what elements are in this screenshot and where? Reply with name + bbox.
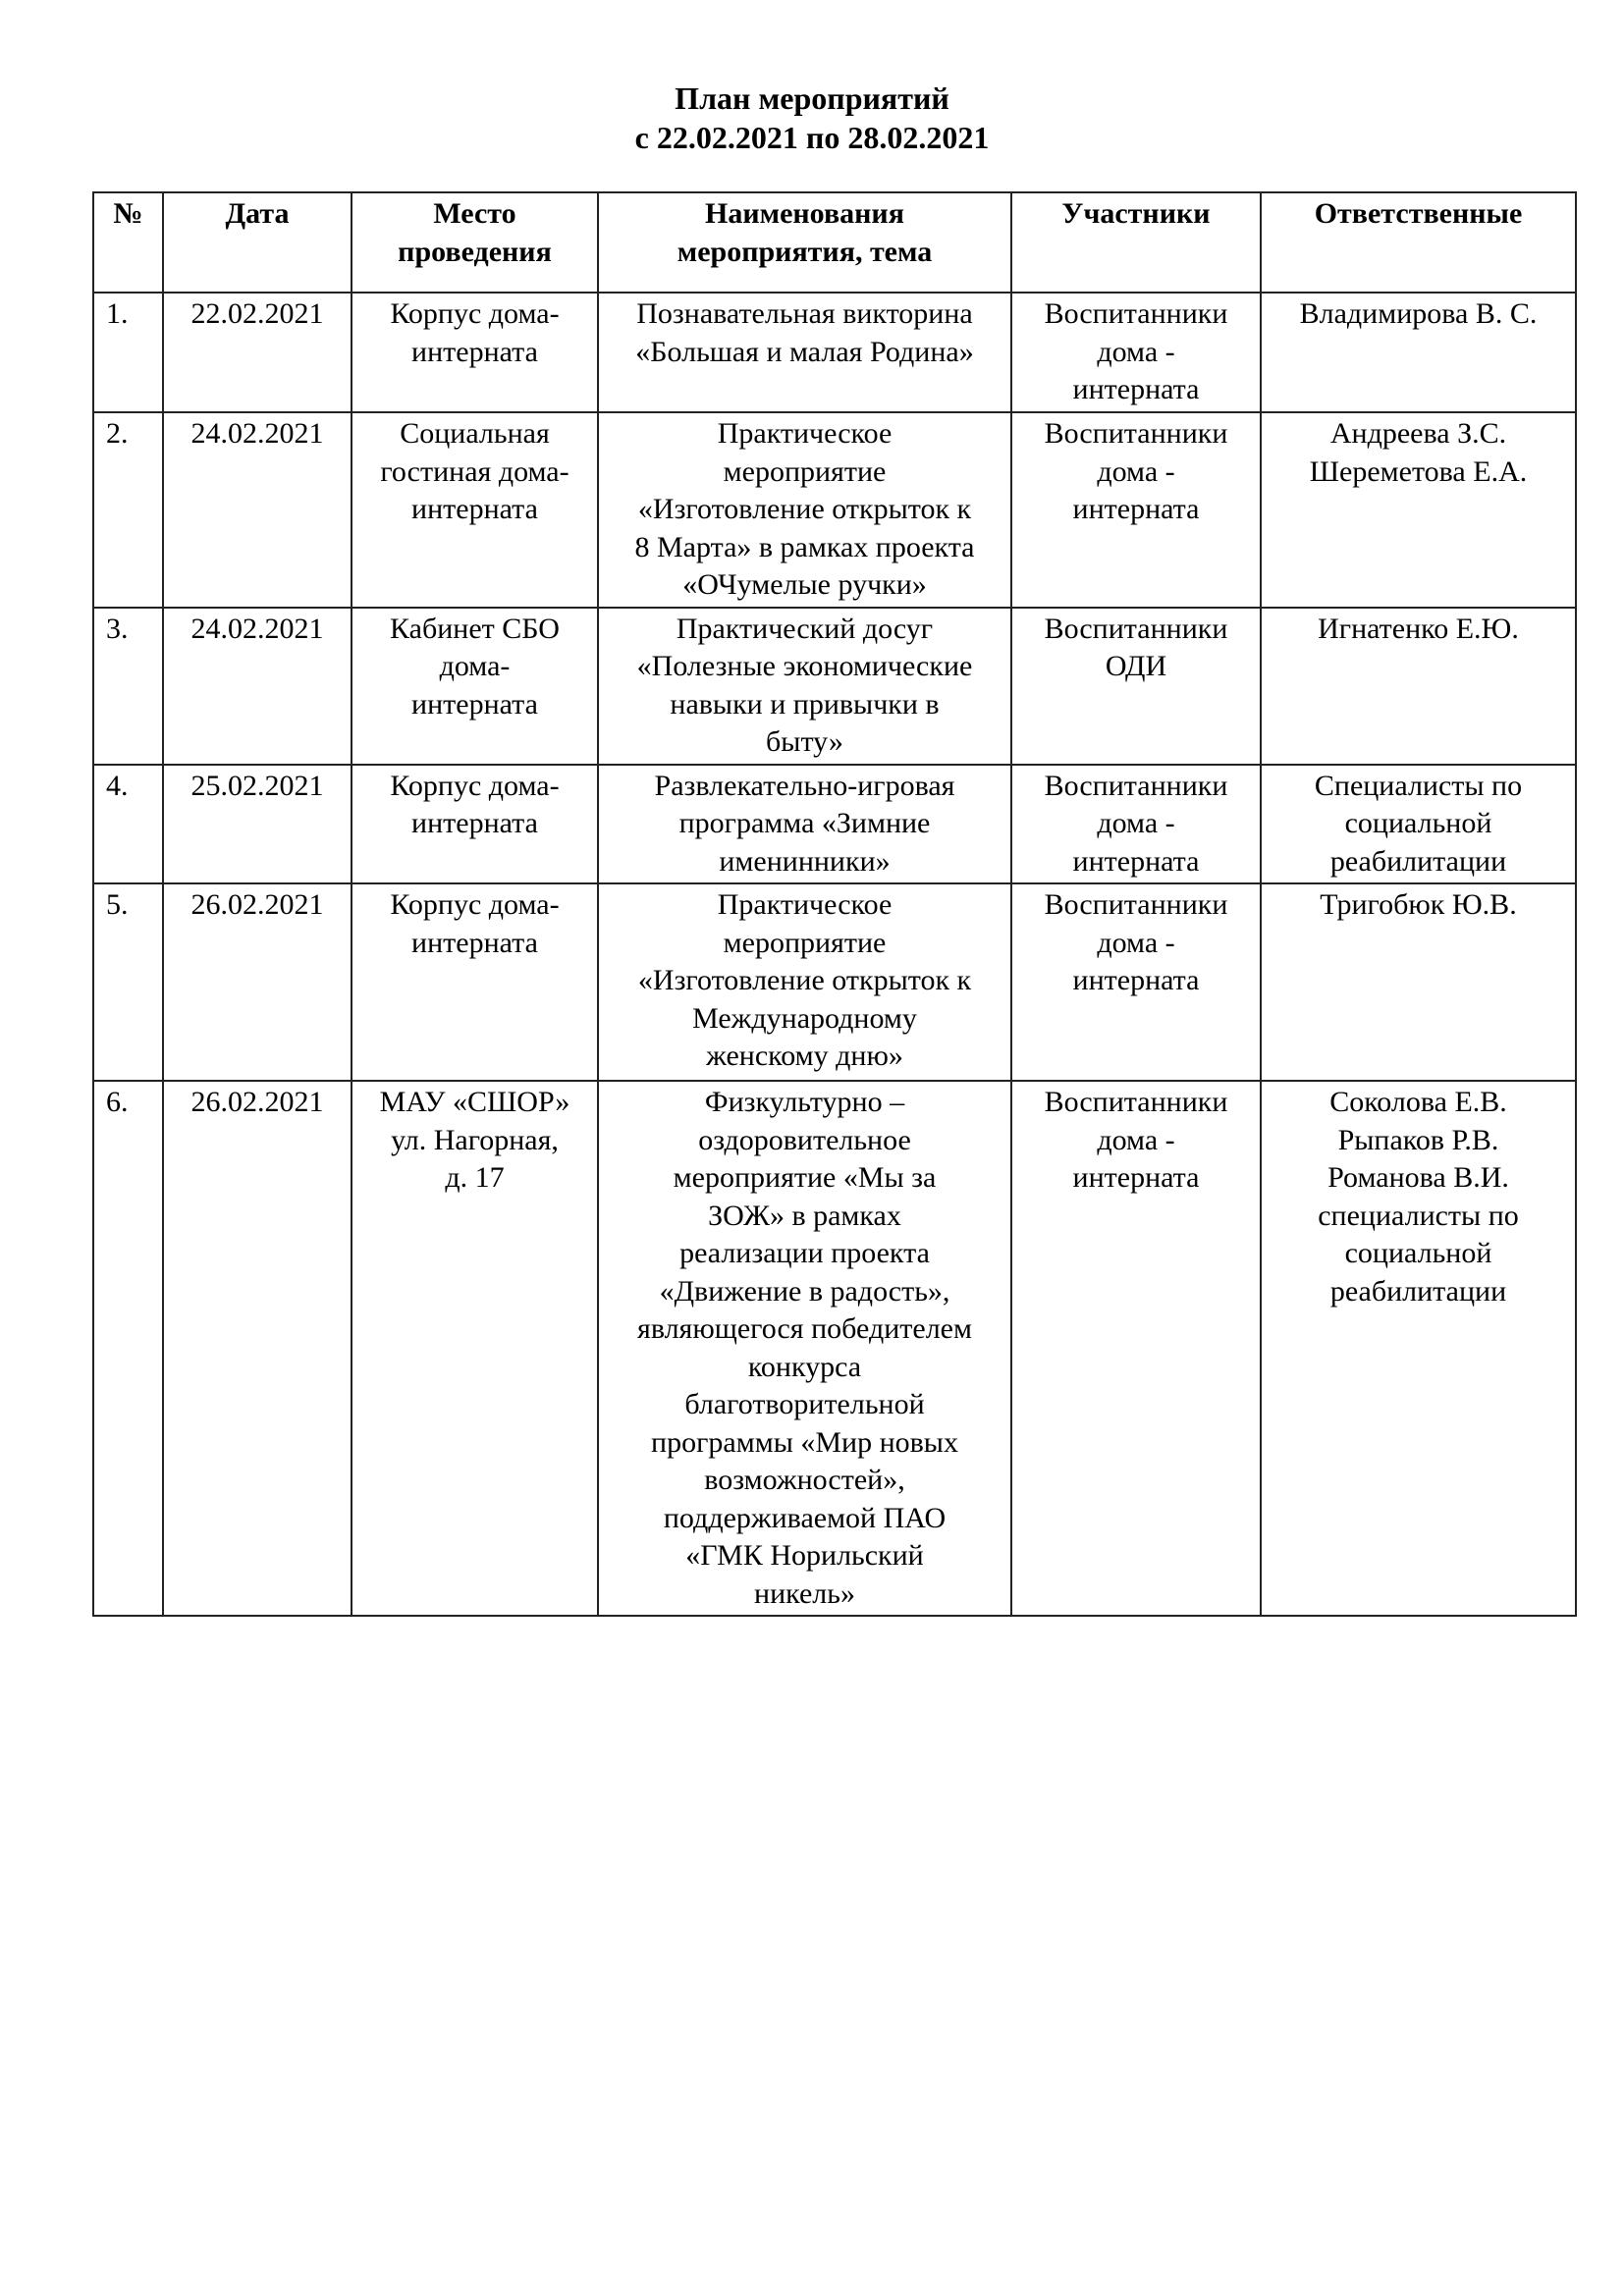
cell-num: 4. [93, 765, 163, 884]
cell-date: 25.02.2021 [163, 765, 352, 884]
cell-event [598, 412, 1011, 608]
document-subtitle: с 22.02.2021 по 28.02.2021 [634, 120, 990, 155]
text-line: «Полезные экономические [636, 650, 973, 682]
text-line: интерната [411, 687, 538, 721]
text-line: мероприятие «Мы за [673, 1161, 937, 1194]
table-row [93, 412, 1576, 608]
text-line: конкурса [747, 1350, 862, 1383]
cell-place [352, 765, 598, 884]
text-line: «Изготовление открыток к [637, 493, 972, 525]
text-line: 8 Марта» в рамках проекта [634, 530, 975, 563]
cell-date: 24.02.2021 [163, 412, 352, 608]
text-line: интерната [411, 807, 538, 839]
text-line: Тригобюк Ю.В. [1320, 888, 1517, 921]
text-line: «Изготовление открыток к [637, 964, 972, 996]
text-line: МАУ «СШОР» [379, 1086, 570, 1118]
text-line: мероприятие [723, 926, 887, 959]
text-line: интерната [411, 926, 538, 959]
cell-event [598, 608, 1011, 765]
header-num [93, 192, 163, 293]
cell-participants [1011, 883, 1261, 1081]
cell-responsible [1261, 608, 1576, 765]
text-line: Корпус дома- [390, 888, 560, 921]
text-line: социальной [1344, 807, 1492, 839]
table-row [93, 608, 1576, 765]
text-line: поддерживаемой ПАО [663, 1501, 947, 1534]
text-line: «Большая и малая Родина» [635, 335, 974, 368]
text-line: Физкультурно – [704, 1086, 905, 1118]
text-line: дома - [1097, 1123, 1175, 1156]
text-line: женскому дню» [706, 1040, 903, 1072]
cell-place [352, 608, 598, 765]
header-participants [1011, 192, 1261, 293]
text-line: интерната [411, 493, 538, 525]
text-line: интерната [411, 335, 538, 368]
text-line: быту» [766, 725, 843, 758]
table-row [93, 883, 1576, 1081]
cell-num: 2. [93, 412, 163, 608]
cell-responsible [1261, 883, 1576, 1081]
header-date [163, 192, 352, 293]
text-line: программа «Зимние [678, 807, 931, 839]
text-line: программы «Мир новых [651, 1425, 958, 1459]
header-event [598, 192, 1011, 293]
text-line: ул. Нагорная, [391, 1123, 559, 1156]
text-line: благотворительной [684, 1388, 925, 1420]
text-line: интерната [1072, 964, 1200, 996]
text-line: возможностей», [704, 1464, 905, 1496]
cell-place [352, 1081, 598, 1616]
text-line: «Движение в радость», [659, 1274, 950, 1308]
cell-event [598, 883, 1011, 1081]
cell-participants [1011, 1081, 1261, 1616]
text-line: оздоровительное [698, 1123, 911, 1156]
text-line: Воспитанники [1044, 1086, 1228, 1118]
text-line: «ГМК Норильский [685, 1539, 924, 1572]
text-line: дома - [1097, 454, 1175, 488]
text-line: Дата [225, 197, 290, 230]
text-line: интерната [1072, 1161, 1200, 1194]
cell-event [598, 765, 1011, 884]
text-line: дома - [1097, 335, 1175, 368]
text-line: Игнатенко Е.Ю. [1318, 612, 1519, 645]
cell-event [598, 293, 1011, 412]
table-row [93, 293, 1576, 412]
text-line: интерната [1072, 373, 1200, 405]
cell-participants [1011, 765, 1261, 884]
cell-num: 6. [93, 1081, 163, 1616]
cell-responsible [1261, 765, 1576, 884]
document-title: План мероприятий [675, 80, 949, 116]
table-row [93, 765, 1576, 884]
text-line: специалисты по [1318, 1199, 1519, 1232]
cell-responsible [1261, 293, 1576, 412]
cell-responsible [1261, 1081, 1576, 1616]
table-header-row [93, 192, 1576, 293]
text-line: Место [433, 197, 516, 230]
cell-participants [1011, 412, 1261, 608]
text-line: Корпус дома- [390, 297, 560, 330]
text-line: Андреева З.С. [1329, 417, 1507, 450]
header-responsible [1261, 192, 1576, 293]
events-table [92, 191, 1577, 1617]
text-line: Воспитанники [1044, 297, 1228, 330]
cell-place [352, 883, 598, 1081]
text-line: «ОЧумелые ручки» [682, 568, 927, 601]
cell-place [352, 412, 598, 608]
text-line: проведения [398, 235, 552, 268]
text-line: именинники» [719, 844, 891, 878]
text-line: Практическое [717, 888, 893, 921]
text-line: ОДИ [1105, 650, 1167, 682]
text-line: Владимирова В. С. [1299, 297, 1538, 330]
text-line: Воспитанники [1044, 888, 1228, 921]
cell-date: 24.02.2021 [163, 608, 352, 765]
text-line: Ответственные [1314, 197, 1523, 230]
text-line: интерната [1072, 493, 1200, 525]
cell-responsible [1261, 412, 1576, 608]
cell-num: 3. [93, 608, 163, 765]
text-line: Воспитанники [1044, 612, 1228, 645]
cell-event [598, 1081, 1011, 1616]
text-line: дома - [1097, 807, 1175, 839]
text-line: никель» [754, 1576, 855, 1610]
text-line: Романова В.И. [1327, 1161, 1509, 1194]
text-line: Соколова Е.В. [1329, 1086, 1507, 1118]
text-line: мероприятия, тема [677, 235, 933, 268]
cell-date: 22.02.2021 [163, 293, 352, 412]
text-line: реализации проекта [679, 1237, 930, 1269]
cell-place [352, 293, 598, 412]
cell-num: 1. [93, 293, 163, 412]
cell-num: 5. [93, 883, 163, 1081]
text-line: Корпус дома- [390, 769, 560, 802]
text-line: социальной [1344, 1237, 1492, 1269]
text-line: являющегося победителем [637, 1312, 972, 1345]
text-line: дома - [1097, 926, 1175, 959]
text-line: ЗОЖ» в рамках [708, 1199, 901, 1232]
text-line: Воспитанники [1044, 417, 1228, 450]
text-line: мероприятие [723, 454, 887, 488]
text-line: Практическое [717, 417, 893, 450]
text-line: Воспитанники [1044, 769, 1228, 802]
cell-participants [1011, 608, 1261, 765]
text-line: Наименования [705, 197, 904, 230]
text-line: интерната [1072, 844, 1200, 878]
text-line: навыки и привычки в [670, 687, 940, 721]
cell-participants [1011, 293, 1261, 412]
text-line: Практический досуг [676, 612, 934, 645]
text-line: Развлекательно-игровая [654, 769, 955, 802]
text-line: д. 17 [445, 1161, 505, 1194]
text-line: реабилитации [1329, 844, 1507, 878]
cell-date: 26.02.2021 [163, 1081, 352, 1616]
text-line: Социальная [400, 417, 550, 450]
text-line: Участники [1061, 197, 1211, 230]
text-line: Международному [692, 1001, 917, 1035]
text-line: дома- [439, 650, 511, 682]
table-row [93, 1081, 1576, 1616]
text-line: Шереметова Е.А. [1309, 454, 1528, 488]
text-line: Рыпаков Р.В. [1337, 1123, 1499, 1156]
header-place [352, 192, 598, 293]
header-num-label: № [113, 197, 143, 230]
text-line: гостиная дома- [380, 454, 569, 488]
text-line: Специалисты по [1314, 769, 1523, 802]
text-line: Познавательная викторина [636, 297, 973, 330]
text-line: реабилитации [1329, 1274, 1507, 1308]
text-line: Кабинет СБО [390, 612, 560, 645]
cell-date: 26.02.2021 [163, 883, 352, 1081]
